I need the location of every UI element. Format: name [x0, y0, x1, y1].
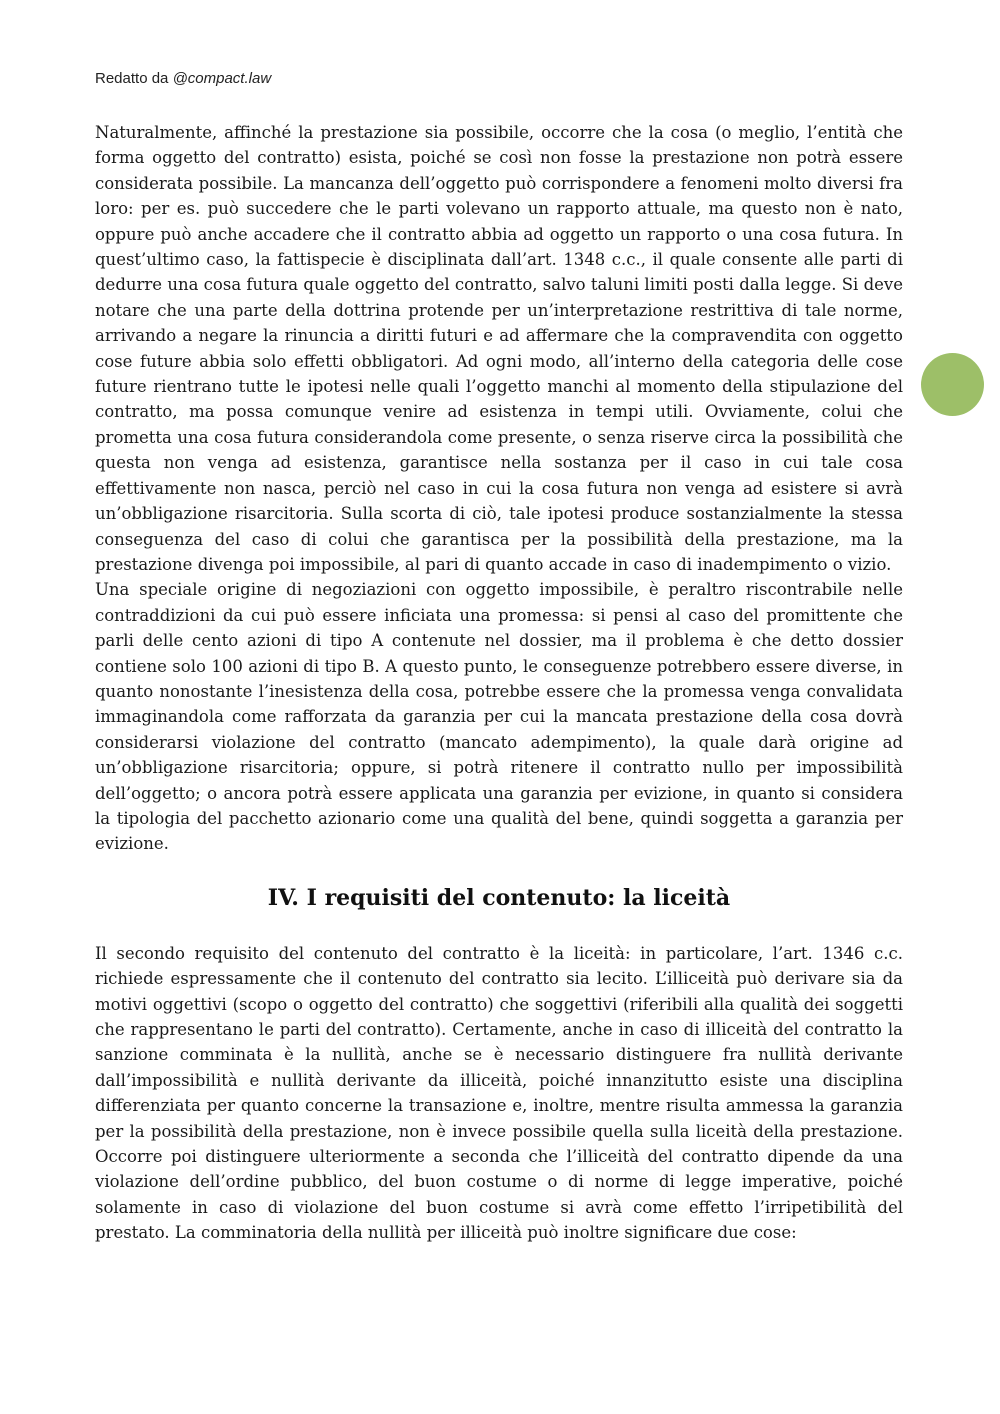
page-header [95, 70, 271, 87]
body-paragraph: Naturalmente, affinché la prestazione sia possibile, occorre che la cosa (o meglio, l’entità che forma oggetto del contratto) esista, poiché se così non fosse la prestazione non potrà essere considerata possibile. La mancanza dell’oggetto può corrispondere a fenomeni molto diversi fra loro: per es. può succedere che le parti volevano un rapporto attuale, ma questo non è nato, oppure può anche accadere che il contratto abbia ad oggetto un rapporto o una cosa futura. In quest’ultimo caso, la fattispecie è disciplinata dall’art. 1348 c.c., il quale consente alle parti di dedurre una cosa futura quale oggetto del contratto, salvo taluni limiti posti dalla legge. Si deve notare che una parte della dottrina protende per un’interpretazione restrittiva di tale norme, arrivando a negare la rinuncia a diritti futuri e ad affermare che la compravendita con oggetto cose future abbia solo effetti obbligatori. Ad ogni modo, all’interno della categoria delle cose future rientrano tutte le ipotesi nelle quali l’oggetto manchi al momento della stipulazione del contratto, ma possa comunque venire ad esistenza in tempi utili. Ovviamente, colui che prometta una cosa futura considerandola come presente, o senza riserve circa la possibilità che questa non venga ad esistenza, garantisce nella sostanza per il caso in cui tale cosa effettivamente non nasca, perciò nel caso in cui la cosa futura non venga ad esistere si avrà un’obbligazione risarcitoria. Sulla scorta di ciò, tale ipotesi produce sostanzialmente la stessa conseguenza del caso di colui che garantisca per la possibilità della prestazione, ma la prestazione divenga poi impossibile, al pari di quanto accade in caso di inadempimento o vizio. [95, 123, 903, 574]
page-marker-dot [921, 353, 984, 416]
body-paragraph: Una speciale origine di negoziazioni con oggetto impossibile, è peraltro riscontrabile nelle contraddizioni da cui può essere inficiata una promessa: si pensi al caso del promittente che parli delle cento azioni di tipo A contenute nel dossier, ma il problema è che detto dossier contiene solo 100 azioni di tipo B. A questo punto, le conseguenze potrebbero essere diverse, in quanto nonostante l’inesistenza della cosa, potrebbe essere che la promessa venga convalidata immaginandola come rafforzata da garanzia per cui la mancata prestazione della cosa dovrà considerarsi violazione del contratto (mancato adempimento), la quale darà origine ad un’obbligazione risarcitoria; oppure, si potrà ritenere il contratto nullo per impossibilità dell’oggetto; o ancora potrà essere applicata una garanzia per evizione, in quanto si considera la tipologia del pacchetto azionario come una qualità del bene, quindi soggetta a garanzia per evizione. [95, 580, 903, 854]
body-paragraph: Il secondo requisito del contenuto del contratto è la liceità: in particolare, l’art. 1346 c.c. richiede espressamente che il contenuto del contratto sia lecito. L’illiceità può derivare sia da motivi oggettivi (scopo o oggetto del contratto) che soggettivi (riferibili alla qualità dei soggetti che rappresentano le parti del contratto). Certamente, anche in caso di illiceità del contratto la sanzione comminata è la nullità, anche se è necessario distinguere fra nullità derivante dall’impossibilità e nullità derivante da illiceità, poiché innanzitutto esiste una disciplina differenziata per quanto concerne la transazione e, inoltre, mentre risulta ammessa la garanzia per la possibilità della prestazione, non è invece possibile quella sulla liceità della prestazione. Occorre poi distinguere ulteriormente a seconda che l’illiceità del contratto dipende da una violazione dell’ordine pubblico, del buon costume o di norme di legge imperative, poiché solamente in caso di violazione del buon costume si avrà come effetto l’irripetibilità del prestato. La comminatoria della nullità per illiceità può inoltre significare due cose: [95, 943, 903, 1243]
header-handle: @compact.law [172, 70, 272, 87]
section-heading: IV. I requisiti del contenuto: la liceità [267, 884, 731, 911]
header-prefix: Redatto da [95, 70, 173, 87]
document-body [95, 120, 903, 1246]
